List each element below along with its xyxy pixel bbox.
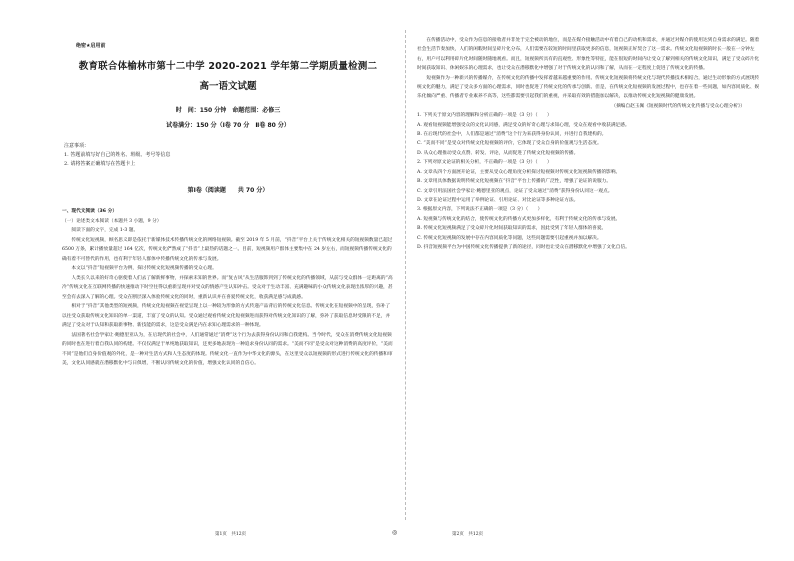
- section-heading: 第Ⅰ卷（阅读题 共 70 分）: [187, 187, 269, 194]
- right-column: [417, 36, 761, 252]
- passage-paragraph: 传统文化短视频，顾名思义即是依托于新媒体技术传播传统文化的网络短视频。截至 2019 年 5 月前，“抖音”平台上关于传统文化相关的短视频数量已超过 6500 万条，累计播放量超过 164 亿次，传统文化俨然成了“抖音”上最热的话题之一。目前，短视频用户群体主要集中在 24 岁左右，而短视频传播传统文化的确有着不可替代的作用，也有利于年轻人群体中传播传统文化的传承与发展。: [62, 237, 393, 262]
- sub-heading: （一）论述类文本阅读（本题共 3 小题，9 分）: [62, 218, 162, 224]
- instruction: 阅读下面的文字，完成 1-3 题。: [71, 228, 139, 233]
- passage-paragraph: 法国著名社会学家让·鲍德里亚认为，在后现代的社会中，人们通常通过“消费”这个行为去获得身份认同和自我建构。当今时代，受众在消费传统文化短视频的同时也在进行着自我认同的构建。不仅仅满足于单纯地获取知识，还更多地表现为一种追求身份认同的需求。“美而不同”是受众对这种消费的高度评价，“美而不同”是他们自身价值观的外化，是一种对生活方式和人生态度的体现。传统文化一直作为中华文化的源头，在这里受众以短视频的形式进行传统文化的传播和审美，文化认同感就在潜移默化中与日俱增，不断认同传统文化的价值，增强文化认同的自信心。: [62, 332, 393, 366]
- passage-paragraph: 短视频作为一种新兴的传播媒介，在传统文化的传播中发挥着越来越重要的作用。传统文化短视频将传统文化与现代传播技术相结合，通过生动形象的方式展现传统文化的魅力，满足了受众多方面的心理需求，同时也促进了传统文化的传承与创新。但是，在传统文化短视频的发展过程中，也存在着一些问题，如内容同质化、娱乐化倾向严重、传播者专业素养不高等，这些都需要引起我们的重视，并采取有效的措施加以解决，以推动传统文化短视频的健康发展。: [417, 75, 760, 100]
- question-stem: 1. 下列关于原文内容的理解和分析正确的一项是（3 分）（ ）: [417, 113, 552, 119]
- question-option: D. 文章在论证过程中运用了举例论证、引用论证、对比论证等多种论证方法。: [417, 197, 579, 203]
- exam-score: 试卷满分：150 分（Ⅰ卷 70 分 Ⅱ卷 80 分）: [166, 122, 290, 129]
- passage-paragraph: 人类长久以来的好奇心驱使着人们去了解新鲜事物，并探索未知的世界。而“复古风”从生活服饰到到了传统文化的传播领域，从前与受众群体一定距离的“高冷”传统文化在互联网传播的快速推动下时空往得以重新呈现并对受众的情感产生认知冲击。受众对于生动丰富、充满趣味的小众传统文化表现出浓厚的兴趣，甚至会有去深入了解的心理。受众在断层深入体验传统文化的同时，重新认识并在喜爱传统文化，收获满足感与成就感。: [62, 275, 393, 300]
- question-option: D. 抖音短视频平台为中国传统文化传播提供了新的途径，同时也让受众在潜移默化中增强了文化自信。: [417, 244, 630, 250]
- notes-block: [64, 142, 170, 170]
- question-option: A. 短视频与传统文化的结合，使传统文化的传播方式更加多样化，有利于传统文化的传承与发展。: [417, 216, 621, 222]
- passage-source: （摘编自赵玉佩《短视频时代的传统文化传播与受众心理分析》）: [611, 103, 745, 109]
- question-stem: 3. 根据原文内容，下列说法不正确的一项是（3 分）（ ）: [417, 207, 543, 213]
- question-option: B. 在后现代的社会中，人们都是通过“消费”这个行为来获得身份认同，并进行自我建构的。: [417, 132, 607, 138]
- question-option: C. “美而不同”是受众对传统文化短视频的评价，它体现了受众自身的价值观与生活态度。: [417, 141, 602, 147]
- question-option: B. 文章用具体数据说明传统文化短视频在“抖音”平台上传播的广泛性，增强了论证的说服力。: [417, 179, 612, 185]
- passage-paragraph: 相对于“抖音”其他类型的短视频，传统文化短视频在视觉呈现上以一种较为形象的方式传递产品背后的传统文化信息。传统文化在短视频中的呈现，弥补了以往受众获取传统文化知识的单一渠道，丰富了受众的认知。受众通过观看传统文化短视频进而获得对传统文化知识的了解，弥补了获取信息时受限的不足，并满足了受众对于认知和获取新事物、新技能的需求，这是受众满足内在求知心理需求的一种体现。: [62, 304, 391, 328]
- confidential-label: 绝密★启用前: [76, 43, 106, 49]
- question-stem: 2. 下列对原文论证的相关分析，不正确的一项是（3 分）（ ）: [417, 160, 552, 166]
- notes-heading: 注意事项：: [64, 143, 90, 149]
- passage-paragraph: 在传播活动中，受众作为信息的接收者并非处于完全被动的地位，而是在媒介接触活动中有着自己的动机和需求，并通过对媒介的使用达到自身需求的满足。随着社会生活节奏加快，人们的闲暇时间呈碎片化分布，人们需要在较短的时间里获取更多的信息，短视频正好契合了这一需求。传统文化短视频的时长一般在一分钟左右，用户可以利用碎片化时间随时随地观看。而且，短视频所具有的直观性、形象性等特征，能在很短的时间内让受众了解到相关的传统文化知识，满足了受众碎片化时间获取知识、休闲娱乐的心理需求，也让受众在潜移默化中增强了对于传统文化的认同和了解，从而在一定程度上促进了传统文化的传播。: [417, 38, 760, 72]
- question-option: D. 从众心理推动受众点赞、转发、评论，从而促进了传统文化短视频的传播。: [417, 150, 579, 156]
- exam-subtitle: 高一语文试题: [199, 81, 257, 92]
- exam-time-scope: 时 间：150 分钟 命题范围：必修三: [175, 107, 281, 114]
- left-column: [62, 207, 394, 369]
- part-heading: 一、现代文阅读（36 分）: [62, 209, 118, 214]
- exam-title: 教育联合体榆林市第十二中学 2020-2021 学年第二学期质量检测二: [78, 61, 378, 72]
- page-number-left: 第1页 共12页: [215, 532, 247, 537]
- notes-item: 1. 答题前填写好自己的姓名、班级、考号等信息: [64, 152, 171, 159]
- question-option: C. 传统文化短视频的发展中存在内容同质化等问题，这些问题需要引起重视并加以解决。: [417, 235, 602, 241]
- page-number-right: 第2页 共12页: [452, 532, 484, 537]
- center-mark-icon: ◎: [392, 529, 398, 536]
- question-option: A. 文章从四个方面展开论证，主要从受众心理角度分析探讨短视频对传统文化短视频传播的影响。: [417, 169, 621, 175]
- notes-item: 2. 请将答案正确填写在答题卡上: [64, 161, 136, 168]
- passage-paragraph: 本文以“抖音”短视频平台为例，探讨传统文化短视频传播的受众心理。: [71, 266, 217, 271]
- question-option: A. 观看短视频能增强受众的文化认同感，满足受众的好奇心理与求知心理，受众在观看中收获满足感。: [417, 122, 630, 128]
- question-option: C. 文章引用法国社会学家让·鲍德里亚的观点，论证了受众通过“消费”获得身份认同这一观点。: [417, 188, 613, 194]
- question-option: B. 传统文化短视频满足了受众碎片化时间获取知识的需求，因此受到了年轻人群体的喜爱。: [417, 226, 607, 232]
- column-divider: [405, 30, 406, 520]
